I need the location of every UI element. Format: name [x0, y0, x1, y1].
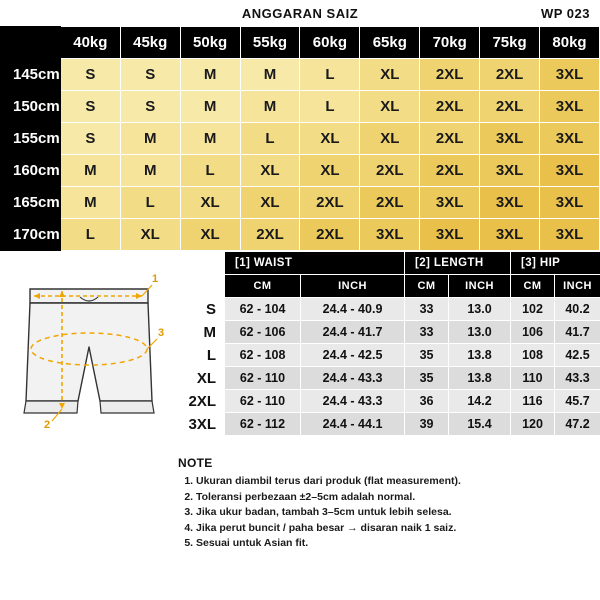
- matrix-weight-header: 40kg: [60, 27, 120, 59]
- cell-length-cm: 35: [405, 367, 449, 390]
- cell-length-inch: 13.8: [449, 344, 511, 367]
- matrix-cell: L: [300, 91, 360, 123]
- cell-length-inch: 13.0: [449, 298, 511, 321]
- matrix-cell: L: [60, 219, 120, 251]
- measurement-subheader-row: [179, 275, 600, 298]
- product-code: WP 023: [540, 6, 590, 21]
- group-header-waist: [1] WAIST: [225, 252, 405, 275]
- subheader-length-cm: CM: [405, 275, 449, 298]
- matrix-cell: 2XL: [420, 91, 480, 123]
- cell-length-inch: 13.8: [449, 367, 511, 390]
- matrix-cell: 2XL: [300, 219, 360, 251]
- matrix-weight-header: 50kg: [180, 27, 240, 59]
- note-section: [178, 456, 590, 552]
- cell-hip-cm: 116: [511, 390, 555, 413]
- measurement-table: [178, 251, 600, 436]
- matrix-cell: XL: [180, 187, 240, 219]
- shorts-diagram: [0, 251, 178, 456]
- row-size-label: M: [179, 321, 225, 344]
- matrix-cell: 3XL: [480, 219, 540, 251]
- matrix-cell: 3XL: [540, 123, 600, 155]
- cell-length-inch: 15.4: [449, 413, 511, 436]
- matrix-weight-header: 65kg: [360, 27, 420, 59]
- measurement-table-wrapper: [178, 251, 600, 436]
- matrix-height-header: 150cm: [1, 91, 61, 123]
- matrix-cell: XL: [360, 91, 420, 123]
- cell-waist-inch: 24.4 - 41.7: [301, 321, 405, 344]
- matrix-cell: 2XL: [360, 155, 420, 187]
- page-header: [0, 0, 600, 26]
- cell-hip-cm: 106: [511, 321, 555, 344]
- matrix-cell: 2XL: [420, 155, 480, 187]
- matrix-height-header: 165cm: [1, 187, 61, 219]
- cell-hip-cm: 120: [511, 413, 555, 436]
- subheader-hip-inch: INCH: [555, 275, 600, 298]
- cell-hip-cm: 108: [511, 344, 555, 367]
- subheader-waist-cm: CM: [225, 275, 301, 298]
- table-row: [179, 344, 600, 367]
- note-list: [178, 474, 590, 552]
- cell-waist-inch: 24.4 - 44.1: [301, 413, 405, 436]
- matrix-cell: 3XL: [540, 155, 600, 187]
- row-size-label: XL: [179, 367, 225, 390]
- matrix-height-header: 145cm: [1, 59, 61, 91]
- matrix-cell: 3XL: [540, 91, 600, 123]
- matrix-cell: XL: [240, 155, 300, 187]
- matrix-cell: 3XL: [540, 219, 600, 251]
- cell-length-cm: 33: [405, 298, 449, 321]
- callout-2-label: 2: [44, 419, 51, 431]
- matrix-cell: L: [240, 123, 300, 155]
- matrix-cell: S: [60, 123, 120, 155]
- matrix-height-header: 170cm: [1, 219, 61, 251]
- matrix-cell: 3XL: [480, 155, 540, 187]
- matrix-cell: M: [60, 187, 120, 219]
- row-size-label: 2XL: [179, 390, 225, 413]
- cell-waist-inch: 24.4 - 43.3: [301, 390, 405, 413]
- matrix-cell: 3XL: [420, 219, 480, 251]
- measurement-group-header-row: [179, 252, 600, 275]
- matrix-cell: M: [180, 91, 240, 123]
- table-row: [179, 367, 600, 390]
- callout-1-label: 1: [152, 273, 159, 285]
- matrix-cell: S: [120, 91, 180, 123]
- cell-waist-cm: 62 - 112: [225, 413, 301, 436]
- matrix-cell: 3XL: [540, 59, 600, 91]
- matrix-cell: 2XL: [300, 187, 360, 219]
- note-title: NOTE: [178, 456, 213, 470]
- matrix-cell: 3XL: [540, 187, 600, 219]
- matrix-cell: 2XL: [480, 91, 540, 123]
- note-item: 1. Ukuran diambil terus dari produk (flat measurement).: [196, 474, 590, 490]
- matrix-cell: XL: [240, 187, 300, 219]
- matrix-cell: L: [180, 155, 240, 187]
- matrix-corner-cell: [1, 27, 61, 59]
- cell-hip-cm: 110: [511, 367, 555, 390]
- matrix-row: [1, 155, 600, 187]
- matrix-cell: M: [60, 155, 120, 187]
- matrix-weight-header: 45kg: [120, 27, 180, 59]
- matrix-cell: 2XL: [420, 123, 480, 155]
- matrix-cell: 3XL: [480, 123, 540, 155]
- matrix-cell: S: [60, 91, 120, 123]
- matrix-height-header: 155cm: [1, 123, 61, 155]
- cell-hip-inch: 41.7: [555, 321, 600, 344]
- matrix-row: [1, 59, 600, 91]
- matrix-cell: 3XL: [420, 187, 480, 219]
- matrix-cell: L: [120, 187, 180, 219]
- cell-length-cm: 33: [405, 321, 449, 344]
- matrix-cell: XL: [360, 59, 420, 91]
- table-row: [179, 413, 600, 436]
- matrix-height-header: 160cm: [1, 155, 61, 187]
- matrix-cell: L: [300, 59, 360, 91]
- matrix-cell: M: [240, 91, 300, 123]
- table-row: [179, 298, 600, 321]
- page-title: ANGGARAN SAIZ: [241, 6, 359, 21]
- matrix-weight-header: 70kg: [420, 27, 480, 59]
- matrix-cell: XL: [300, 155, 360, 187]
- matrix-weight-header: 75kg: [480, 27, 540, 59]
- cell-length-cm: 36: [405, 390, 449, 413]
- subheader-waist-inch: INCH: [301, 275, 405, 298]
- matrix-cell: 3XL: [480, 187, 540, 219]
- matrix-header-row: [1, 27, 600, 59]
- note-item: 3. Jika ukur badan, tambah 3–5cm untuk lebih selesa.: [196, 505, 590, 521]
- cell-hip-inch: 47.2: [555, 413, 600, 436]
- measurement-corner-cell: [179, 252, 225, 275]
- matrix-row: [1, 123, 600, 155]
- cell-length-cm: 39: [405, 413, 449, 436]
- matrix-weight-header: 80kg: [540, 27, 600, 59]
- subheader-length-inch: INCH: [449, 275, 511, 298]
- matrix-cell: 2XL: [420, 59, 480, 91]
- size-matrix-table: [0, 26, 600, 251]
- matrix-cell: XL: [120, 219, 180, 251]
- cell-hip-inch: 45.7: [555, 390, 600, 413]
- cell-length-cm: 35: [405, 344, 449, 367]
- cell-waist-inch: 24.4 - 42.5: [301, 344, 405, 367]
- matrix-cell: 3XL: [360, 219, 420, 251]
- cell-hip-inch: 43.3: [555, 367, 600, 390]
- table-row: [179, 321, 600, 344]
- measurement-size-corner: [179, 275, 225, 298]
- cell-waist-cm: 62 - 110: [225, 367, 301, 390]
- matrix-cell: M: [120, 155, 180, 187]
- matrix-row: [1, 187, 600, 219]
- matrix-cell: S: [60, 59, 120, 91]
- note-item: 4. Jika perut buncit / paha besar → disaran naik 1 saiz.: [196, 521, 590, 537]
- table-row: [179, 390, 600, 413]
- cell-waist-cm: 62 - 108: [225, 344, 301, 367]
- cell-waist-cm: 62 - 106: [225, 321, 301, 344]
- matrix-cell: 2XL: [240, 219, 300, 251]
- cell-waist-inch: 24.4 - 43.3: [301, 367, 405, 390]
- cell-hip-cm: 102: [511, 298, 555, 321]
- matrix-cell: XL: [180, 219, 240, 251]
- matrix-row: [1, 219, 600, 251]
- note-item: 5. Sesuai untuk Asian fit.: [196, 536, 590, 552]
- note-item: 2. Toleransi perbezaan ±2–5cm adalah normal.: [196, 490, 590, 506]
- subheader-hip-cm: CM: [511, 275, 555, 298]
- cell-waist-inch: 24.4 - 40.9: [301, 298, 405, 321]
- group-header-length: [2] LENGTH: [405, 252, 511, 275]
- row-size-label: 3XL: [179, 413, 225, 436]
- cell-hip-inch: 40.2: [555, 298, 600, 321]
- matrix-cell: 2XL: [480, 59, 540, 91]
- callout-3-label: 3: [158, 327, 165, 339]
- matrix-weight-header: 60kg: [300, 27, 360, 59]
- cell-waist-cm: 62 - 104: [225, 298, 301, 321]
- matrix-weight-header: 55kg: [240, 27, 300, 59]
- matrix-cell: S: [120, 59, 180, 91]
- group-header-hip: [3] HIP: [511, 252, 600, 275]
- matrix-cell: M: [240, 59, 300, 91]
- matrix-cell: XL: [300, 123, 360, 155]
- matrix-cell: M: [180, 123, 240, 155]
- matrix-cell: M: [180, 59, 240, 91]
- cell-length-inch: 14.2: [449, 390, 511, 413]
- row-size-label: L: [179, 344, 225, 367]
- cell-length-inch: 13.0: [449, 321, 511, 344]
- matrix-cell: XL: [360, 123, 420, 155]
- matrix-cell: 2XL: [360, 187, 420, 219]
- cell-hip-inch: 42.5: [555, 344, 600, 367]
- matrix-cell: M: [120, 123, 180, 155]
- measurement-section: [0, 251, 600, 549]
- row-size-label: S: [179, 298, 225, 321]
- matrix-row: [1, 91, 600, 123]
- cell-waist-cm: 62 - 110: [225, 390, 301, 413]
